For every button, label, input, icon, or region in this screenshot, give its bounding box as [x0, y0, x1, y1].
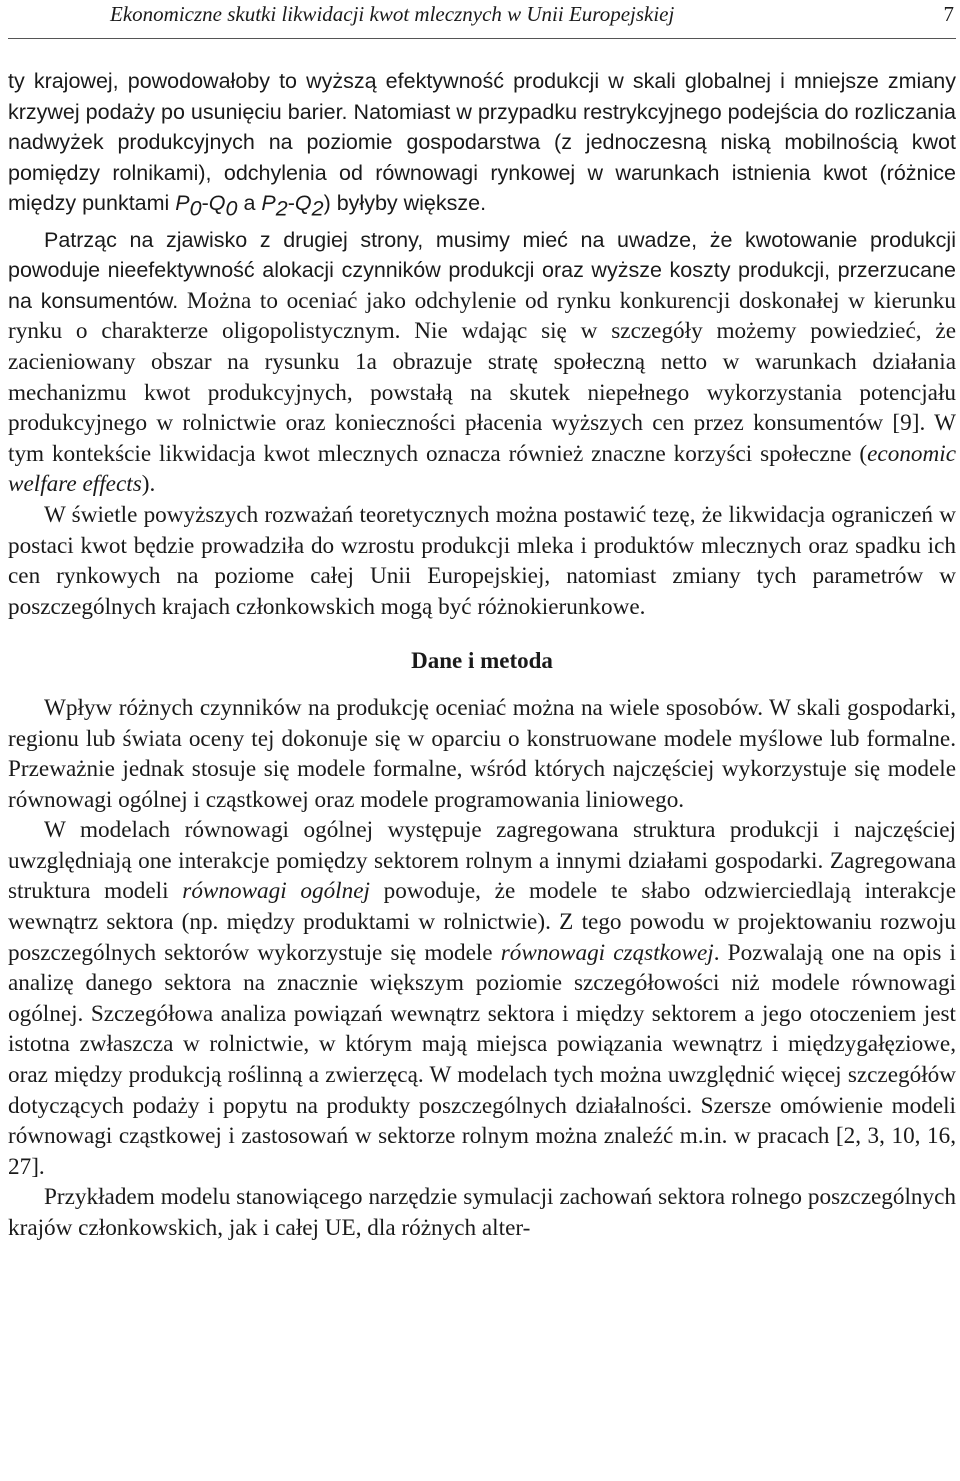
- running-title: Ekonomiczne skutki likwidacji kwot mlecznych w Unii Europejskiej: [110, 2, 675, 26]
- paragraph-6: Przykładem modelu stanowiącego narzędzie symulacji zachowań sektora rolnego poszczególnych krajów członkowskich, jak i całej UE, dla różnych alter-: [8, 1184, 956, 1242]
- paragraph-4: Wpływ różnych czynników na produkcję oceniać można na wiele sposobów. W skali gospodarki, regionu lub świata oceny tej dokonuje się w oparciu o konstruowane modele myślowe lub formalne. Przeważnie jednak stosuje się modele formalne, wśród których najczęściej wykorzystuje się modele równowagi ogólnej i cząstkowej oraz modele programowania liniowego.: [8, 694, 956, 813]
- section-heading: Dane i metoda: [411, 648, 553, 674]
- page: [8, 0, 957, 1242]
- emphasis-economic-welfare: economic welfare effects: [8, 440, 956, 498]
- emphasis-partial-equilibrium: równowagi cząstkowej: [500, 939, 714, 966]
- paragraph-5: W modelach równowagi ogólnej występuje zagregowana struktura produkcji i najczęściej uwzględniają one interakcje pomiędzy sektorem rolnym a innymi działami gospodarki. Zagregowana struktura modeli równowagi ogólnej powoduje, że modele te słabo odzwierciedlają interakcje wewnątrz sektora (np. między produktami w rolnictwie). Z tego powodu w projektowaniu rozwoju poszczególnych sektorów wykorzystuje się modele równowagi cząstkowej. Pozwalają one na opis i analizę danego sektora na znacznie większym poziomie szczegółowości niż modele równowagi ogólnej. Szczegółowa analiza powiązań wewnątrz sektora i między sektorem a jego otoczeniem jest istotna zwłaszcza w rolnictwie, w którym mają miejsca powiązania wewnątrz i międzygałęziowe, oraz między produkcją roślinną a zwierzęcą. W modelach tych można uwzględnić więcej szczegółów dotyczących podaży i popytu na produkty poszczególnych działalności. Szersze omówienie modeli równowagi cząstkowej i zastosowań w sektorze rolnym można znaleźć m.in. w pracach [2, 3, 10, 16, 27].: [8, 817, 957, 1180]
- body-text: [8, 66, 956, 1244]
- emphasis-general-equilibrium: równowagi ogólnej: [182, 878, 370, 905]
- paragraph-3: W świetle powyższych rozważań teoretycznych można postawić tezę, że likwidacja ograniczeń w postaci kwot będzie prowadziła do wzrostu produkcji mleka i produktów mlecznych oraz spadku ich cen rynkowych na poziome całej Unii Europejskiej, natomiast zmiany tych parametrów w poszczególnych krajach członkowskich mogą być różnokierunkowe.: [8, 501, 956, 620]
- paragraph-2: Patrząc na zjawisko z drugiej strony, musimy mieć na uwadze, że kwotowanie produkcji powoduje nieefektywność alokacji czynników produkcji oraz wyższe koszty produkcji, przerzucane na konsumentów. Można to oceniać jako odchylenie od rynku konkurencji doskonałej w kierunku rynku o charakterze oligopolistycznym. Nie wdając się w szczegóły możemy powiedzieć, że zacieniowany obszar na rysunku 1a obrazuje stratę społeczną netto w warunkach działania mechanizmu kwot produkcyjnych, powstałą na skutek niepełnego wykorzystania potencjału produkcyjnego w rolnictwie oraz konieczności płacenia wyższych cen przez konsumentów [9]. W tym kontekście likwidacja kwot mlecznych oznacza również znaczne korzyści społeczne (economic welfare effects).: [8, 227, 956, 498]
- paragraph-1: ty krajowej, powodowałoby to wyższą efektywność produkcji w skali globalnej i mniejsze zmiany krzywej podaży po usunięciu barier. Natomiast w przypadku restrykcyjnego podejścia do rozliczania nadwyżek produkcyjnych na poziomie gospodarstwa (z jednoczesną niską mobilnością kwot pomiędzy rolnikami), odchylenia od równowagi rynkowej w warunkach istnienia kwot (różnice między punktami $P_0-Q_0$ a $P_2-Q_2$) byłyby większe.: [8, 69, 956, 222]
- page-number: 7: [943, 2, 954, 26]
- running-header: [8, 0, 956, 39]
